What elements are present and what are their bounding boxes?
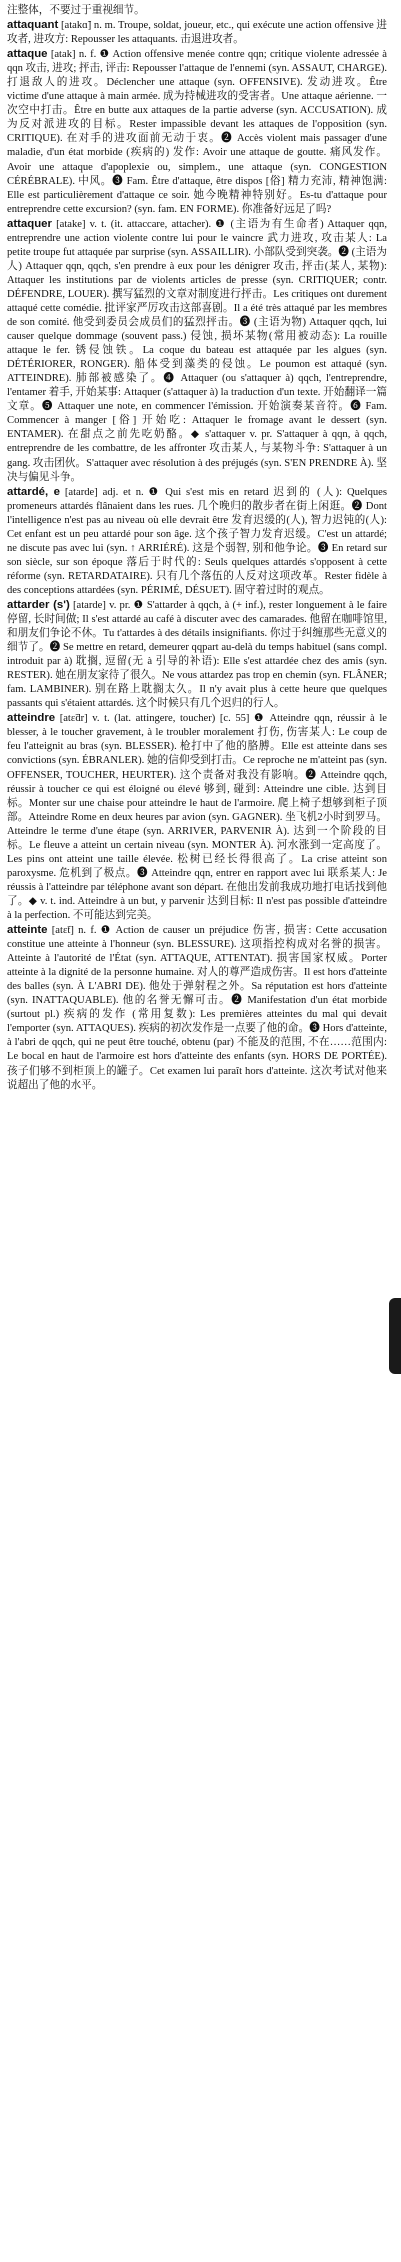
entry-body: [atɛ̃dr] v. t. (lat. attingere, toucher) [c. 55] ❶ Atteindre qqn, réussir à le blesser, à le toucher gravement, à le troubler moralement 打伤, 伤害某人: Le coup de feu l'atteignit au bras (syn. BLESSER). 枪打中了他的胳膊。Elle est atteinte dans ses convictions (syn. ÉBRANLER). 她的信仰受到打击。Ce reproche ne m'atteint pas (syn. OFFENSER, TOUCHER, HEURTER). 这个责备对我没有影响。❷ Atteindre qqch, réussir à toucher ce qui est éloigné ou élevé 够到, 碰到: Atteindre une cible. 达到目标。Monter sur une chaise pour atteindre le haut de l'armoire. 爬上椅子想够到柜子顶部。Atteindre Rome en deux heures par avion (syn. GAGNER). 坐飞机2小时到罗马。Atteindre le terme d'une étape (syn. ARRIVER, PARVENIR À). 达到一个阶段的目标。Le fleuve a atteint un certain niveau (syn. MONTER À). 河水涨到一定高度了。Les pins ont atteint une taille élevée. 松树已经长得很高了。La crise atteint son paroxysme. 危机到了极点。❸ Atteindre qqn, entrer en rapport avec lui 联系某人: Je réussis à l'atteindre par téléphone avant son départ. 在他出发前我成功地打电话找到他了。◆ v. t. ind. Atteindre à un but, y parvenir 达到目标: Il n'est pas possible d'atteindre à la perfection. 不可能达到完美。 bbox=[7, 713, 387, 921]
entry-text: 注整体，不要过于重视细节。 bbox=[7, 5, 145, 16]
entry-atteinte bbox=[7, 923, 387, 1093]
entry-attaque bbox=[7, 47, 387, 217]
entry-continuation bbox=[7, 4, 387, 18]
headword: attaquer bbox=[7, 217, 52, 230]
entry-attaquant bbox=[7, 18, 387, 47]
thumb-index-tab bbox=[389, 1298, 401, 1374]
headword: attaquant bbox=[7, 19, 59, 32]
entry-attarde bbox=[7, 485, 387, 598]
entry-body: [atake] v. t. (it. attaccare, attacher). ❶ (主语为有生命者) Attaquer qqn, entreprendre une action violente contre lui pour le vaincre 武力进攻, 攻击某人: La petite troupe fut attaquée par surprise (syn. ASSAILLIR). 小部队受到突袭。❷ (主语为人) Attaquer qqn, qqch, s'en prendre à eux pour les dénigrer 攻击, 抨击(某人, 某物): Attaquer les institutions par de violents articles de presse (syn. CRITIQUER; contr. DÉFENDRE, LOUER). 撰写猛烈的文章对制度进行抨击。Les critiques ont durement attaqué cette comédie. 批评家严厉攻击这部喜剧。Il a été très attaqué par les membres de son comité. 他受到委员会成员们的猛烈抨击。❸ (主语为物) Attaquer qqch, lui causer quelque dommage (souvent pass.) 侵蚀, 损坏某物(常用被动态): La rouille attaque le fer. 锈侵蚀铁。La coque du bateau est attaquée par les algues (syn. DÉTÉRIORER, RONGER). 船体受到藻类的侵蚀。Le poumon est attaqué (syn. ATTEINDRE). 肺部被感染了。❹ Attaquer (ou s'attaquer à) qqch, l'entreprendre, l'entamer 着手, 开始某事: Attaquer (s'attaquer à) la traduction d'un texte. 开始翻译一篇文章。❺ Attaquer une note, en commencer l'émission. 开始演奏某音符。❻ Fam. Commencer à manger [俗] 开始吃: Attaquer le fromage avant le dessert (syn. ENTAMER). 在甜点之前先吃奶酪。◆ s'attaquer v. pr. S'attaquer à qqn, à qqch, entreprendre de les combattre, de les affronter 攻击某人, 与某物斗争: S'attaquer à un gang. 攻击团伙。S'attaquer avec résolution à des préjugés (syn. S'EN PRENDRE À). 坚决与偏见斗争。 bbox=[7, 218, 387, 483]
headword: atteinte bbox=[7, 924, 48, 937]
headword: attarder (s') bbox=[7, 598, 70, 611]
entry-body: [atakɑ̃] n. m. Troupe, soldat, joueur, etc., qui exécute une action offensive 进攻者, 进攻方: Repousser les attaquants. 击退进攻者。 bbox=[7, 20, 388, 46]
entry-attaquer bbox=[7, 217, 387, 485]
headword: atteindre bbox=[7, 712, 56, 725]
dictionary-page bbox=[7, 4, 387, 2256]
entry-body: [atarde] adj. et n. ❶ Qui s'est mis en retard 迟到的 (人): Quelques promeneurs attardés flânaient dans les rues. 几个晚归的散步者在街上闲逛。❷ Dont l'intelligence n'est pas au niveau où elle devrait être 发育迟缓的(人), 智力迟钝的(人): Cet enfant est un peu attardé pour son âge. 这个孩子智力发育迟缓。C'est un attardé; ne discute pas avec lui (syn. ↑ ARRIÉRÉ). 这是个弱智, 别和他争论。❸ En retard sur son siècle, sur son époque 落后于时代的: Seuls quelques attardés s'opposent à cette réforme (syn. RETARDATAIRE). 只有几个落伍的人反对这项改革。Rester fidèle à des conceptions attardées (syn. PÉRIMÉ, DÉSUET). 固守着过时的观点。 bbox=[7, 486, 388, 596]
headword: attardé, e bbox=[7, 485, 60, 498]
entry-body: [atarde] v. pr. ❶ S'attarder à qqch, à (+ inf.), rester longuement à le faire 停留, 长时间做; Il s'est attardé au café à discuter avec des camarades. 他留在咖啡馆里, 和朋友们争论不休。Tu t'attardes à des détails insignifiants. 你过于纠缠那些无意义的细节了。❷ Se mettre en retard, demeurer qqpart au-delà du temps habituel (sans compl. introduit par à) 耽搁, 逗留(无 à 引导的补语): Elle s'est attardée chez des amis (syn. RESTER). 她在朋友家待了很久。Ne vous attardez pas trop en chemin (syn. FLÂNER; fam. LAMBINER). 别在路上耽搁太久。Il n'y avait plus à cette heure que quelques passants qui s'étaient attardés. 这个时候只有几个迟归的行人。 bbox=[7, 599, 387, 710]
headword: attaque bbox=[7, 48, 48, 61]
entry-body: [atɛ̃t] n. f. ❶ Action de causer un préjudice 伤害, 损害: Cette accusation constitue une atteinte à l'honneur (syn. BLESSURE). 这项指控构成对名誉的损害。Atteinte à l'autorité de l'État (syn. ATTAQUE, ATTENTAT). 损害国家权威。Porter atteinte à la dignité de la personne humaine. 对人的尊严造成伤害。Il est hors d'atteinte des balles (syn. À L'ABRI DE). 他处于弹射程之外。Sa réputation est hors d'atteinte (syn. INATTAQUABLE). 他的名誉无懈可击。❷ Manifestation d'un état morbide (surtout pl.) 疾病的发作 (常用复数): Les premières atteintes du mal qui devait l'emporter (syn. ATTAQUES). 疾病的初次发作是一点要了他的命。❸ Hors d'atteinte, à l'abri de qqch, qui ne peut être touché, obtenu (par) 不能及的范围, 不在……范围内: Le bocal en haut de l'armoire est hors d'atteinte des enfants (syn. HORS DE PORTÉE). 孩子们够不到柜顶上的罐子。Cet examen lui paraît hors d'atteinte. 这次考试对他来说超出了他的水平。 bbox=[7, 925, 387, 1091]
entry-atteindre bbox=[7, 711, 387, 923]
entry-body: [atak] n. f. ❶ Action offensive menée contre qqn; critique violente adressée à qqn 攻击, 进攻; 抨击, 评击: Repousser l'attaque de l'ennemi (syn. ASSAUT, CHARGE). 打退敌人的进攻。Déclencher une attaque (syn. OFFENSIVE). 发动进攻。Être victime d'une attaque à main armée. 成为持械进攻的受害者。Une attaque aérienne. 一次空中打击。Être en butte aux attaques de la partie adverse (syn. ACCUSATION). 成为反对派进攻的目标。Rester impassible devant les attaques de l'opposition (syn. CRITIQUE). 在对手的进攻面前无动于衷。❷ Accès violent mais passager d'une maladie, d'un état morbide (疾病的) 发作: Avoir une attaque de goutte. 痛风发作。Avoir une attaque d'apoplexie ou, simplem., une attaque (syn. CONGESTION CÉRÉBRALE). 中风。❸ Fam. Être d'attaque, être dispos [俗] 精力充沛, 精神饱满: Elle est particulièrement d'attaque ce soir. 她今晚精神特别好。Es-tu d'attaque pour entreprendre cette excursion? (syn. fam. EN FORME). 你准备好远足了吗? bbox=[7, 49, 387, 215]
entry-attarder bbox=[7, 598, 387, 711]
